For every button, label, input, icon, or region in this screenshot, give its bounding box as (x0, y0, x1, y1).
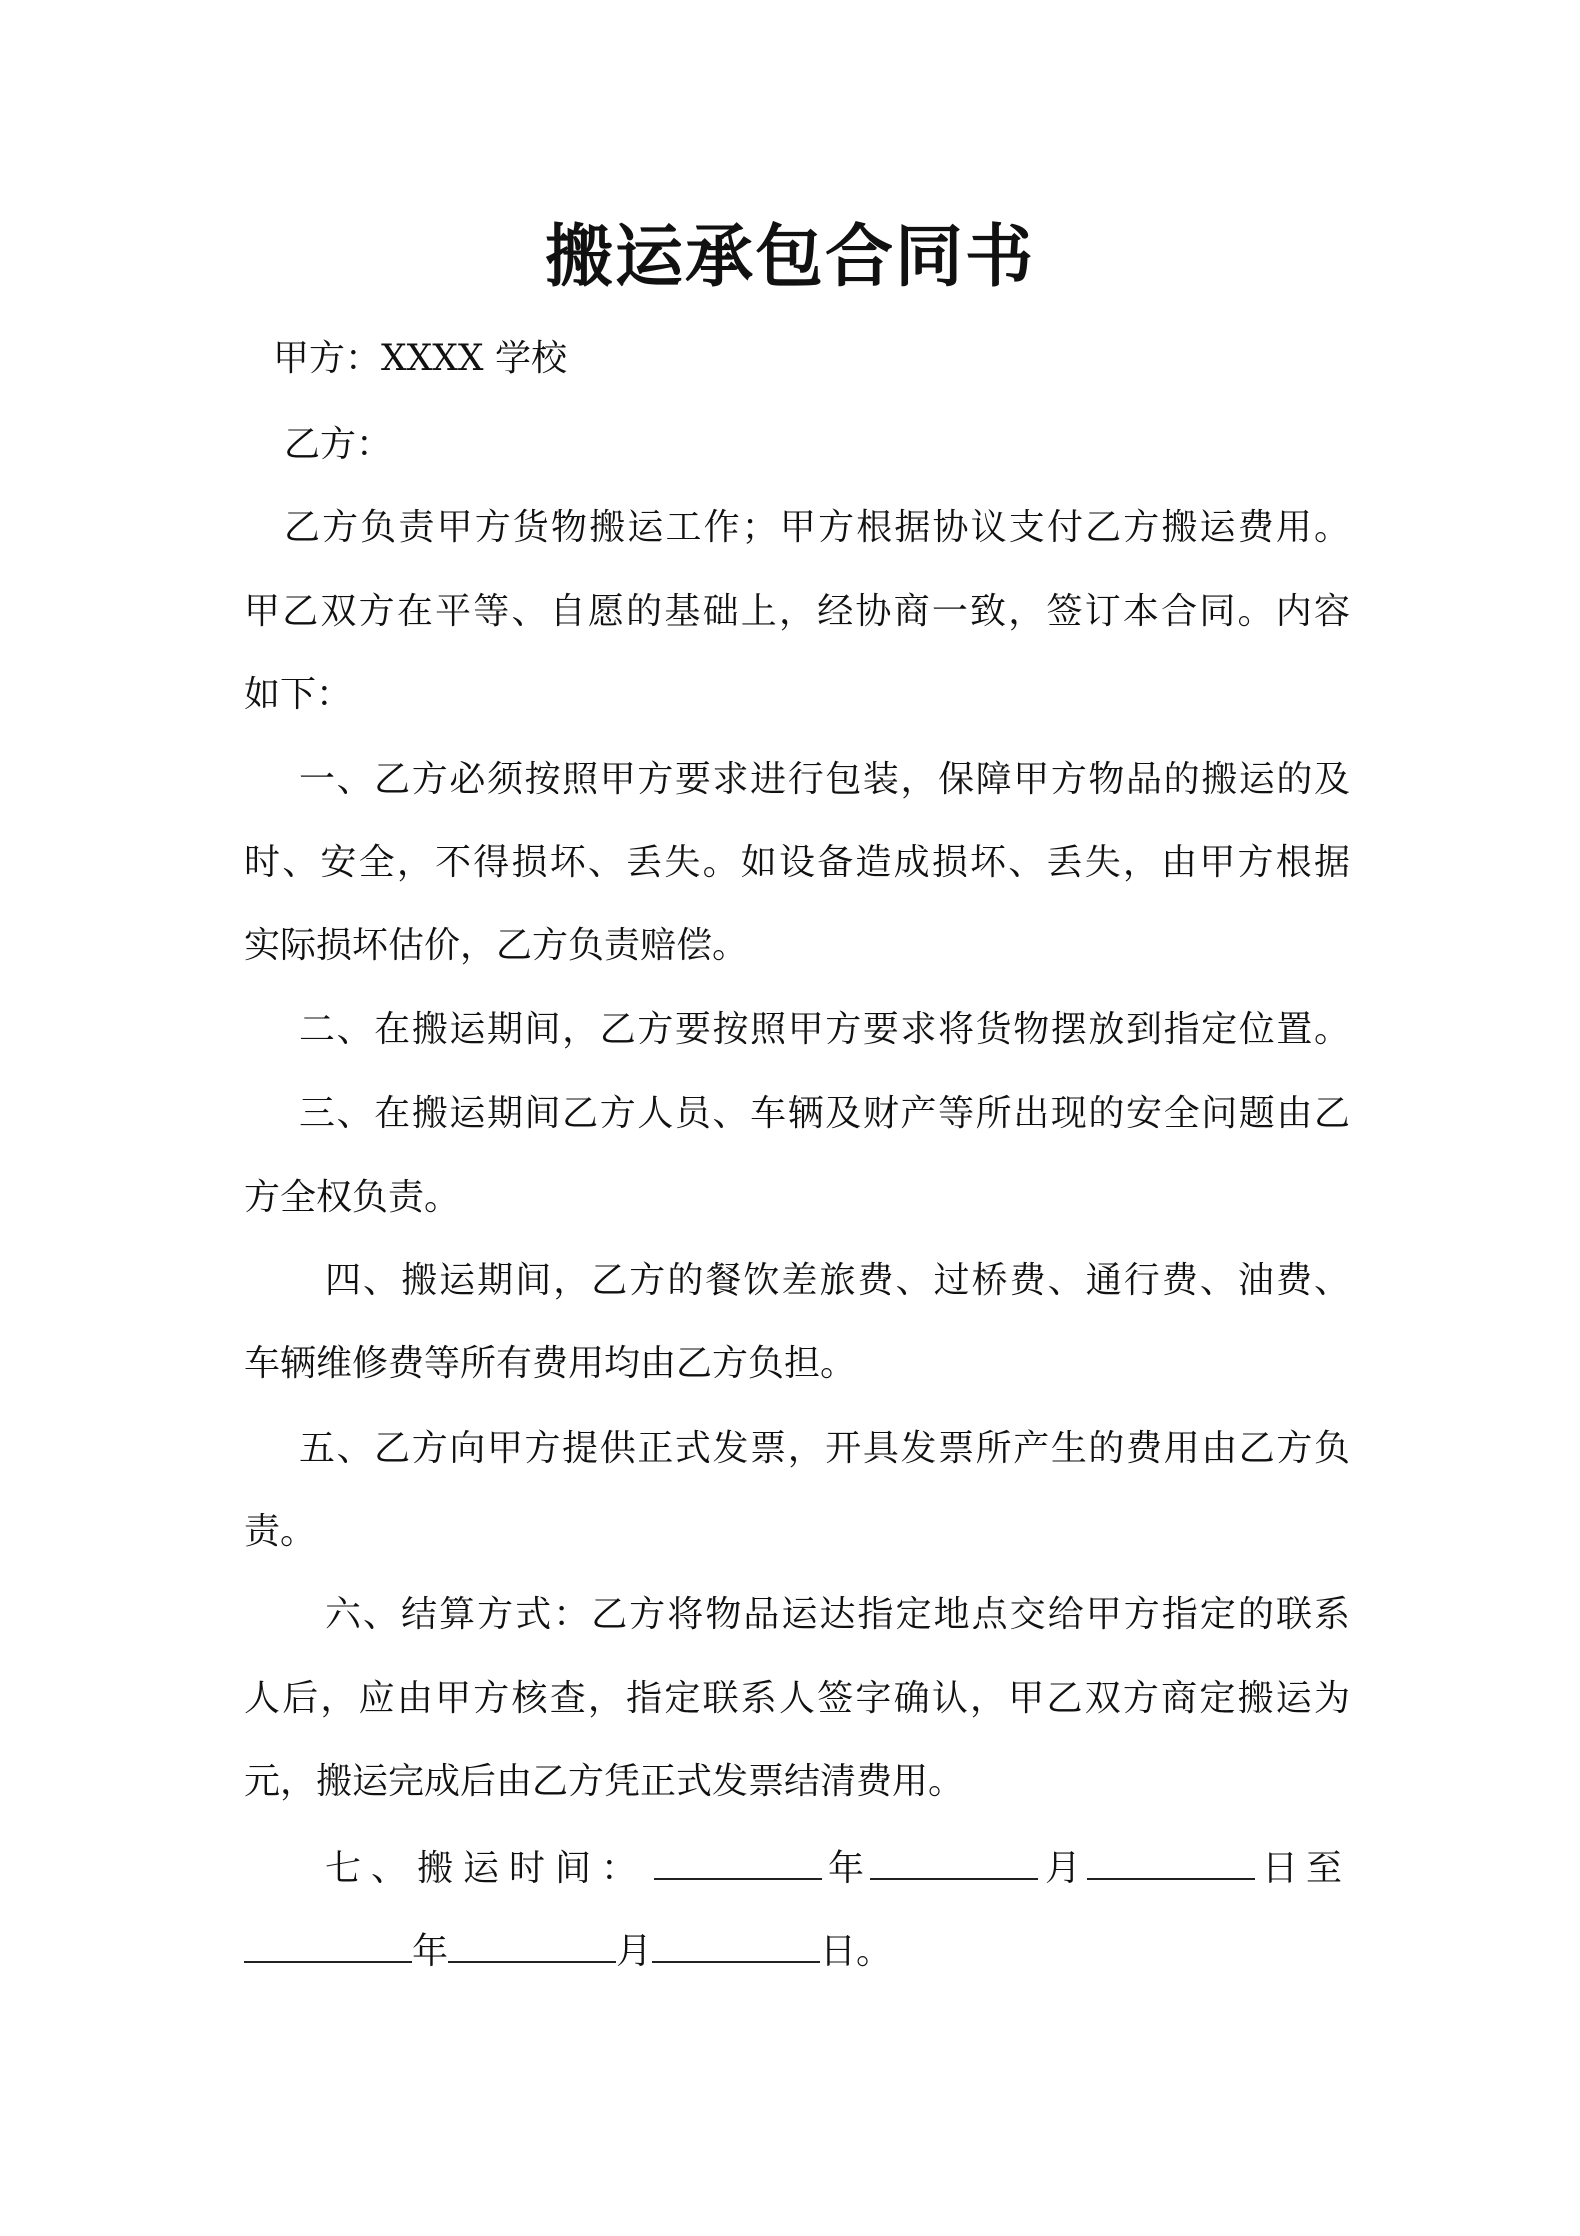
party-b: 乙方： (284, 424, 393, 465)
clause-5-line: 五、乙方向甲方提供正式发票，开具发票所产生的费用由乙方负 (299, 1428, 1350, 1469)
clause-3-line: 方全权负责。 (244, 1177, 461, 1218)
clause-2-line: 二、在搬运期间，乙方要按照甲方要求将货物摆放到指定位置。 (299, 1009, 1350, 1050)
end-month-blank[interactable] (448, 1925, 616, 1963)
clause-6-line: 人后，应由甲方核查，指定联系人签字确认，甲乙双方商定搬运为 (244, 1678, 1350, 1719)
start-year-blank[interactable] (654, 1842, 822, 1880)
clause-6-line: 元，搬运完成后由乙方凭正式发票结清费用。 (244, 1761, 965, 1802)
party-a: 甲方：XXXX 学校 (273, 338, 567, 379)
clause-7-label: 七、搬运时间： (325, 1848, 648, 1889)
month-label: 月 (1044, 1848, 1081, 1889)
start-month-blank[interactable] (870, 1842, 1038, 1880)
clause-1-line: 一、乙方必须按照甲方要求进行包装，保障甲方物品的搬运的及 (299, 759, 1350, 800)
clause-4-line: 四、搬运期间，乙方的餐饮差旅费、过桥费、通行费、油费、 (325, 1260, 1350, 1301)
year-label: 年 (412, 1931, 449, 1972)
clause-6-line: 六、结算方式：乙方将物品运达指定地点交给甲方指定的联系 (325, 1594, 1350, 1635)
day-to-label: 日至 (1261, 1848, 1350, 1889)
year-label: 年 (827, 1848, 864, 1889)
start-day-blank[interactable] (1087, 1842, 1255, 1880)
intro-line: 如下： (244, 674, 353, 715)
clause-1-line: 时、安全，不得损坏、丢失。如设备造成损坏、丢失，由甲方根据 (244, 842, 1350, 883)
day-end-label: 日。 (820, 1931, 893, 1972)
clause-7-line-2 (244, 1925, 1350, 1977)
end-year-blank[interactable] (244, 1925, 412, 1963)
clause-5-line: 责。 (244, 1511, 317, 1552)
month-label: 月 (616, 1931, 653, 1972)
clause-1-line: 实际损坏估价，乙方负责赔偿。 (244, 925, 749, 966)
clause-3-line: 三、在搬运期间乙方人员、车辆及财产等所出现的安全问题由乙 (299, 1093, 1350, 1134)
clause-7-line-1 (325, 1842, 1350, 1894)
clause-4-line: 车辆维修费等所有费用均由乙方负担。 (244, 1343, 857, 1384)
end-day-blank[interactable] (652, 1925, 820, 1963)
document-title: 搬运承包合同书 (544, 217, 1035, 297)
intro-line: 甲乙双方在平等、自愿的基础上，经协商一致，签订本合同。内容 (244, 591, 1350, 632)
intro-line: 乙方负责甲方货物搬运工作；甲方根据协议支付乙方搬运费用。 (284, 507, 1350, 548)
